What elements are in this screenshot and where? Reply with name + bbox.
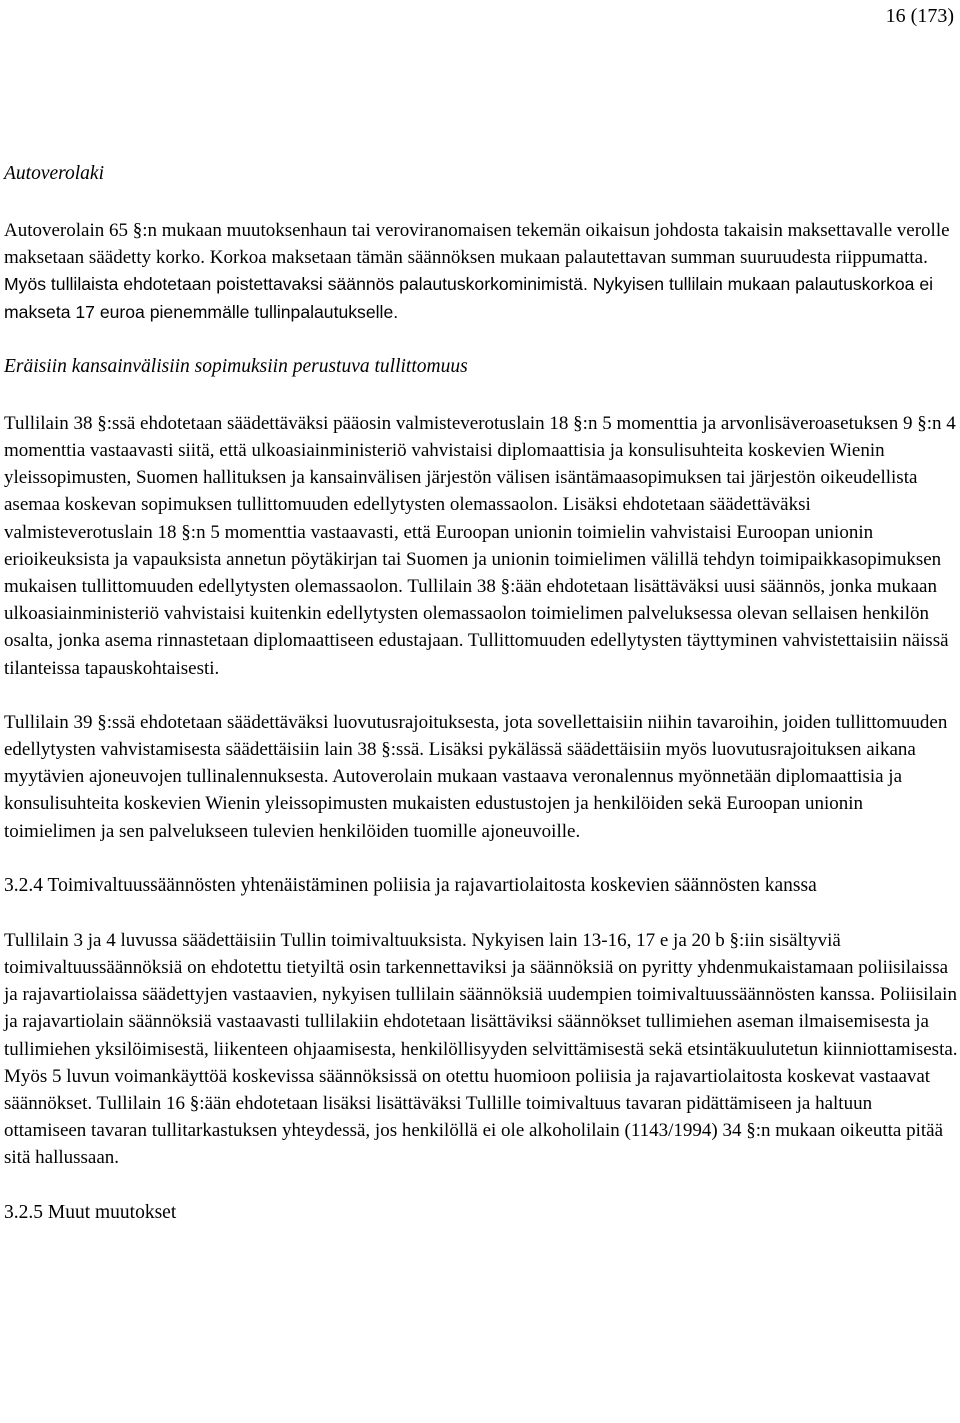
section-title-3-2-5: 3.2.5 Muut muutokset [4, 1201, 177, 1223]
paragraph-car-tax-sans: Myös tullilaista ehdotetaan poistettavaksi säännös palautuskorkominimistä. Nykyisen tullilain mukaan palautuskorkoa ei makseta 17 euroa pienemmälle tullinpalautukselle. [4, 274, 934, 322]
heading-autoverolaki: Autoverolaki [4, 163, 104, 184]
section-title-3-2-4: 3.2.4 Toimivaltuussäännösten yhtenäistäminen poliisia ja rajavartiolaitosta koskevien säännösten kanssa [4, 874, 817, 896]
page-number: 16 (173) [885, 5, 954, 27]
paragraph-exemption-1: Tullilain 38 §:ssä ehdotetaan säädettäväksi pääosin valmisteverotuslain 18 §:n 5 momenttia ja arvonlisäveroasetuksen 9 §:n 4 momenttia vastaavasti siitä, että ulkoasiainministeriö vahvistaisi diplomaattisia ja konsulisuhteita koskevien Wienin yleissopimusten, Suomen hallituksen ja kansainvälisen järjestön välisen isäntämaasopimuksen tai järjestön oikeudellista asemaa koskevan sopimuksen tullittomuuden edellytysten olemassaolon. Lisäksi ehdotetaan säädettäväksi valmisteverotuslain 18 §:n 5 momenttia vastaavasti, että Euroopan unionin toimielin vahvistaisi Euroopan unionin erioikeuksista ja vapauksista annetun pöytäkirjan tai Suomen ja unionin toimielimen välillä tehdyn toimipaikkasopimuksen mukaisen tullittomuuden edellytysten olemassaolon. Tullilain 38 §:ään ehdotetaan lisättäväksi uusi säännös, jonka mukaan ulkoasiainministeriö vahvistaisi kuitenkin edellytysten olemassaolon toimielimen palveluksessa olevan sellaisen henkilön osalta, jonka asema rinnastetaan diplomaattiseen edustajaan. Tullittomuuden edellytysten täyttyminen vahvistettaisiin näissä tilanteissa tapauskohtaisesti. [4, 412, 956, 679]
paragraph-3-2-4: Tullilain 3 ja 4 luvussa säädettäisiin Tullin toimivaltuuksista. Nykyisen lain 13-16, 17 e ja 20 b §:iin sisältyviä toimivaltuussäännöksiä on ehdotettu tietyiltä osin tarkennettaviksi ja säännöksiä on pyritty yhdenmukaistamaan poliisilaissa ja rajavartiolaissa säädettyjen vastaavien, nykyisen tullilain säännöksiä uudempien toimivaltuussäännösten kanssa. Poliisilain ja rajavartiolain säännöksiä vastaavasti tullilakiin ehdotetaan lisättäviksi säännökset tullimiehen aseman ilmaisemisesta ja tullimiehen yksilöimisestä, liikenteen ohjaamisesta, henkilöllisyyden selvittämisestä sekä etsintäkuulutetun kiinniottamisesta. Myös 5 luvun voimankäyttöä koskevissa säännöksissä on otettu huomioon poliisia ja rajavartiolaitosta koskevat vastaavat säännökset. Tullilain 16 §:ään ehdotetaan lisäksi lisättäväksi Tullille toimivaltuus tavaran pidättämiseen ja haltuun ottamiseen tavaran tullitarkastuksen yhteydessä, jos henkilöllä ei ole alkoholilain (1143/1994) 34 §:n mukaan oikeutta pitää sitä hallussaan. [4, 929, 958, 1169]
heading-exemption: Eräisiin kansainvälisiin sopimuksiin perustuva tullittomuus [4, 355, 468, 377]
document-body [4, 160, 958, 1227]
paragraph-car-tax-serif: Autoverolain 65 §:n mukaan muutoksenhaun tai veroviranomaisen tekemän oikaisun johdosta takaisin maksettavalle verolle maksetaan säädetty korko. Korkoa maksetaan tämän säännöksen mukaan palautettavan summan suuruudesta riippumatta. [4, 220, 950, 269]
paragraph-car-tax [4, 217, 958, 326]
paragraph-exemption-2: Tullilain 39 §:ssä ehdotetaan säädettäväksi luovutusrajoituksesta, jota sovellettaisiin niihin tavaroihin, joiden tullittomuuden edellytysten vahvistamisesta säädettäisiin lain 38 §:ssä. Lisäksi pykälässä säädettäisiin myös luovutusrajoituksen aikana myytävien ajoneuvojen tullinalennuksesta. Autoverolain mukaan vastaava veronalennus myönnetään diplomaattisia ja konsulisuhteita koskevien Wienin yleissopimusten mukaisten edustustojen ja henkilöiden sekä Euroopan unionin toimielimen ja sen palvelukseen tulevien henkilöiden tuomille ajoneuvoille. [4, 711, 948, 842]
